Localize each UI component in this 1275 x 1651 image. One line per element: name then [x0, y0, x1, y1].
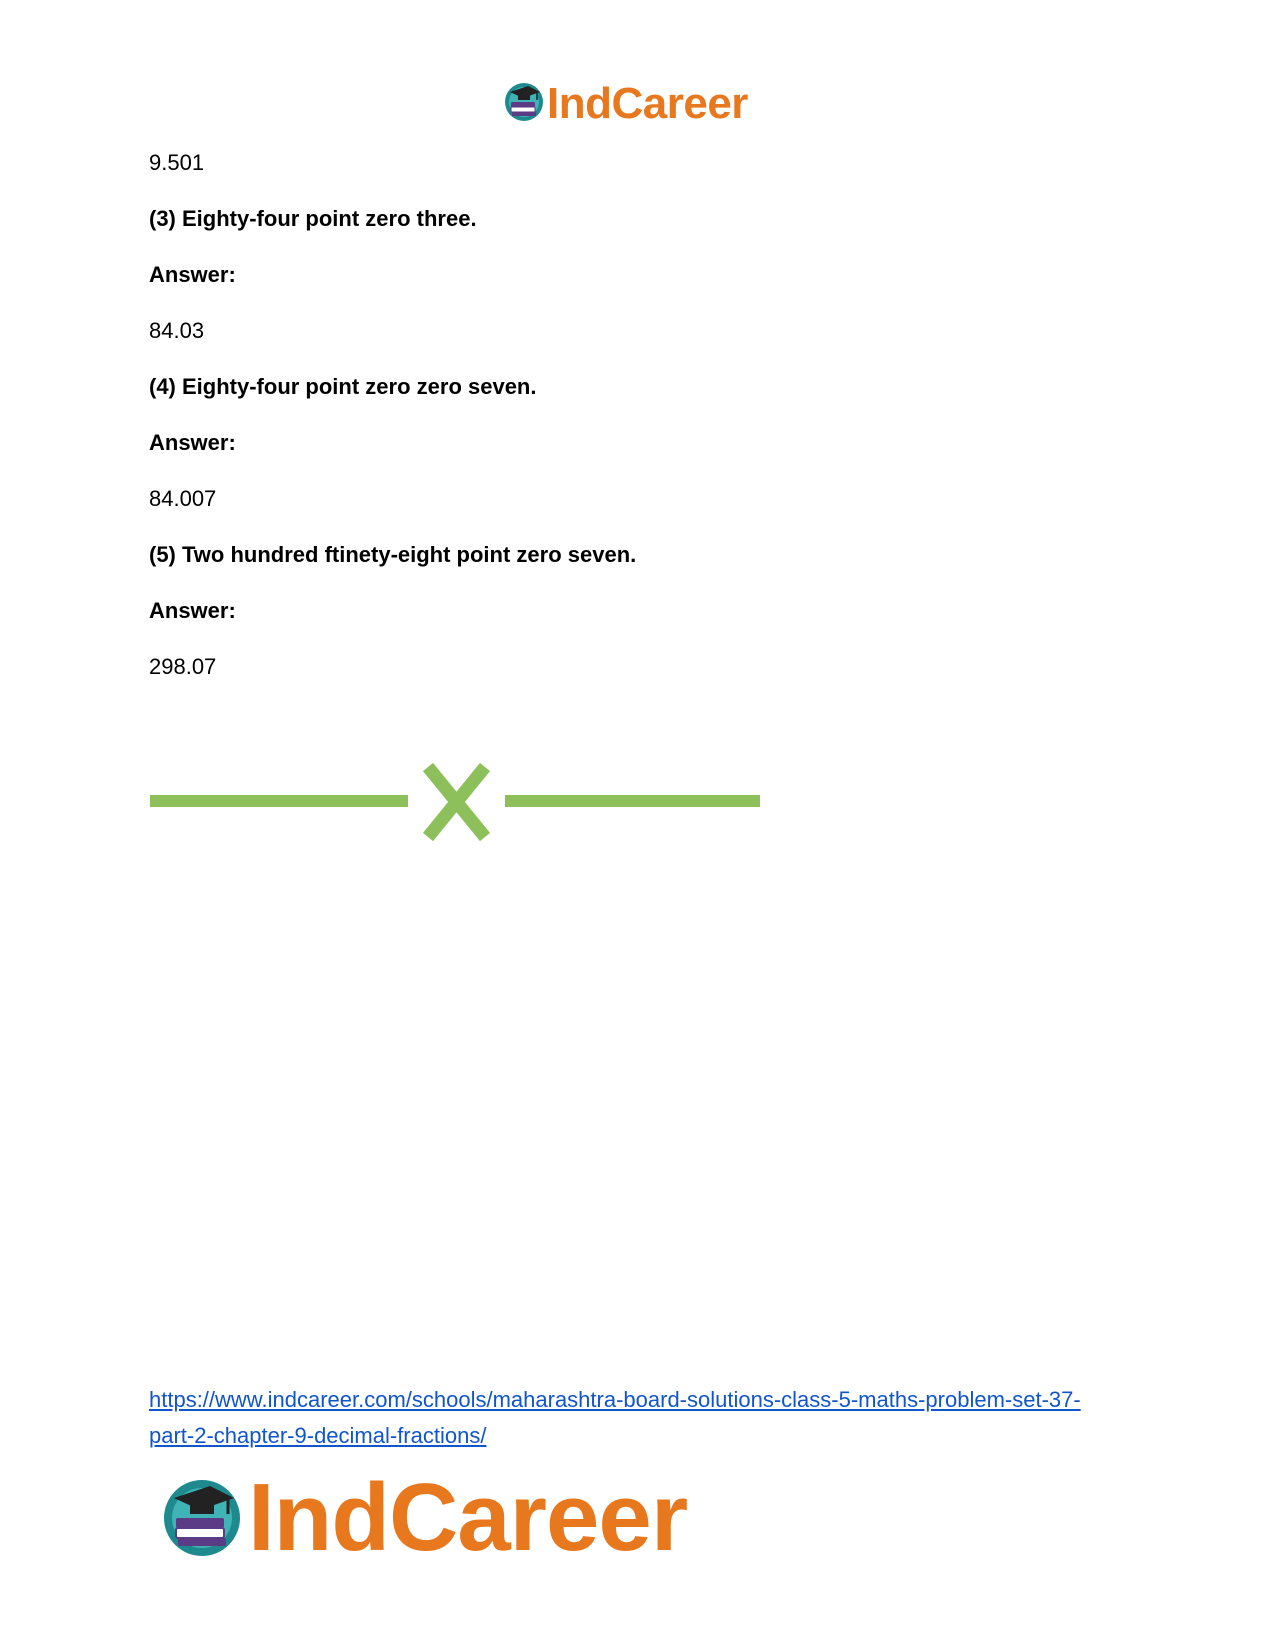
header-logo-text: IndCareer [547, 78, 748, 128]
answer-value: 298.07 [149, 654, 217, 679]
divider-line-right [505, 795, 760, 807]
x-icon [428, 767, 485, 837]
footer-logo [160, 1464, 688, 1571]
source-link[interactable] [149, 1382, 1149, 1454]
divider-line-left [150, 795, 408, 807]
answer-value: 84.03 [149, 318, 205, 343]
answer-value: 9.501 [149, 150, 205, 175]
footer-logo-text: IndCareer [248, 1464, 688, 1571]
answer-value: 84.007 [149, 486, 217, 511]
question-5: (5) Two hundred ftinety-eight point zero seven. [149, 542, 637, 567]
question-4: (4) Eighty-four point zero zero seven. [149, 374, 537, 399]
graduation-cap-books-globe-icon [503, 80, 545, 127]
source-link-line-1[interactable]: https://www.indcareer.com/schools/maharashtra-board-solutions-class-5-maths-problem-set-37- [149, 1387, 1081, 1412]
question-3: (3) Eighty-four point zero three. [149, 206, 477, 231]
source-link-line-2[interactable]: part-2-chapter-9-decimal-fractions/ [149, 1423, 487, 1448]
header-logo [503, 80, 748, 127]
graduation-cap-books-globe-icon [160, 1474, 244, 1563]
answer-label: Answer: [149, 598, 236, 623]
answer-label: Answer: [149, 430, 236, 455]
answer-label: Answer: [149, 262, 236, 287]
section-divider [150, 755, 760, 845]
